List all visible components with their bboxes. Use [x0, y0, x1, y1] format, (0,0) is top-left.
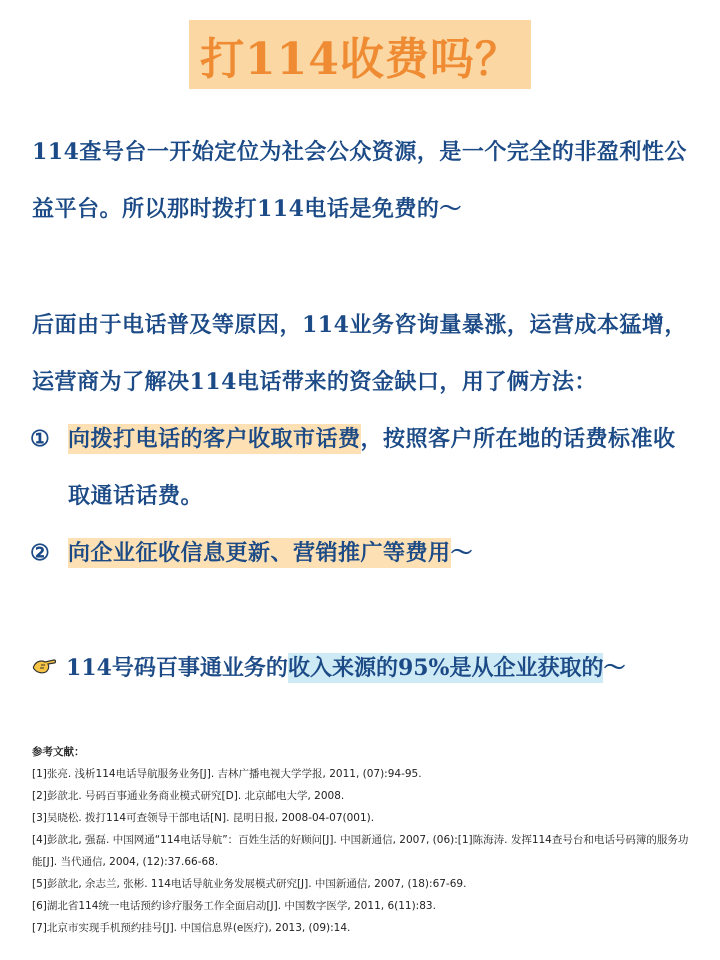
method-item-1 [30, 411, 690, 525]
note-highlight: 收入来源的95%是从企业获取的 [287, 655, 604, 681]
item-rest: ，按照客户所在地的话费标准收取通话话费。 [68, 426, 676, 509]
pointing-hand-icon [32, 641, 60, 698]
reference-item: [6]湖北省114统一电话预约诊疗服务工作全面启动[J]. 中国数字医学, 2011, 6(11):83. [32, 900, 436, 912]
reference-item: [4]彭歆北, 强磊. 中国网通“114电话导航”：百姓生活的好顾问[J]. 中国新通信, 2007, (06):[1]陈海涛. 发挥114查号台和电话号码簿的服务功能[J]. 当代通信, 2004, (12):37.66-68. [32, 834, 689, 868]
item-number: ① [30, 426, 51, 452]
item-number: ② [30, 540, 51, 566]
note-tail: ～ [603, 655, 626, 681]
revenue-note [32, 640, 692, 698]
references [32, 741, 692, 939]
item-rest: ～ [450, 540, 474, 566]
intro-paragraph: 114查号台一开始定位为社会公众资源，是一个完全的非盈利性公益平台。所以那时拨打114电话是免费的～ [32, 139, 687, 222]
title-banner [189, 20, 531, 89]
item-highlight: 向企业征收信息更新、营销推广等费用 [68, 540, 451, 566]
page-title: 打114收费吗？ [200, 33, 520, 85]
reference-item: [3]吴晓松. 拨打114可查领导干部电话[N]. 昆明日报, 2008-04-07(001). [32, 812, 375, 824]
item-text [68, 411, 690, 525]
note-text: 114号码百事通业务的 [66, 655, 288, 681]
method-item-2 [30, 525, 690, 582]
reference-item: [2]彭歆北. 号码百事通业务商业模式研究[D]. 北京邮电大学, 2008. [32, 790, 345, 802]
reason-paragraph: 后面由于电话普及等原因，114业务咨询量暴涨，运营成本猛增，运营商为了解决114电话带来的资金缺口，用了俩方法： [32, 312, 687, 395]
reference-item: [1]张亮. 浅析114电话导航服务业务[J]. 吉林广播电视大学学报, 2011, (07):94-95. [32, 768, 422, 780]
references-heading: 参考文献： [32, 746, 85, 758]
reference-item: [5]彭歆北, 余志兰, 张彬. 114电话导航业务发展模式研究[J]. 中国新通信, 2007, (18):67-69. [32, 878, 467, 890]
item-text [68, 525, 690, 582]
reference-item: [7]北京市实现手机预约挂号[J]. 中国信息界(e医疗), 2013, (09):14. [32, 922, 351, 934]
item-highlight: 向拨打电话的客户收取市话费 [68, 426, 361, 452]
